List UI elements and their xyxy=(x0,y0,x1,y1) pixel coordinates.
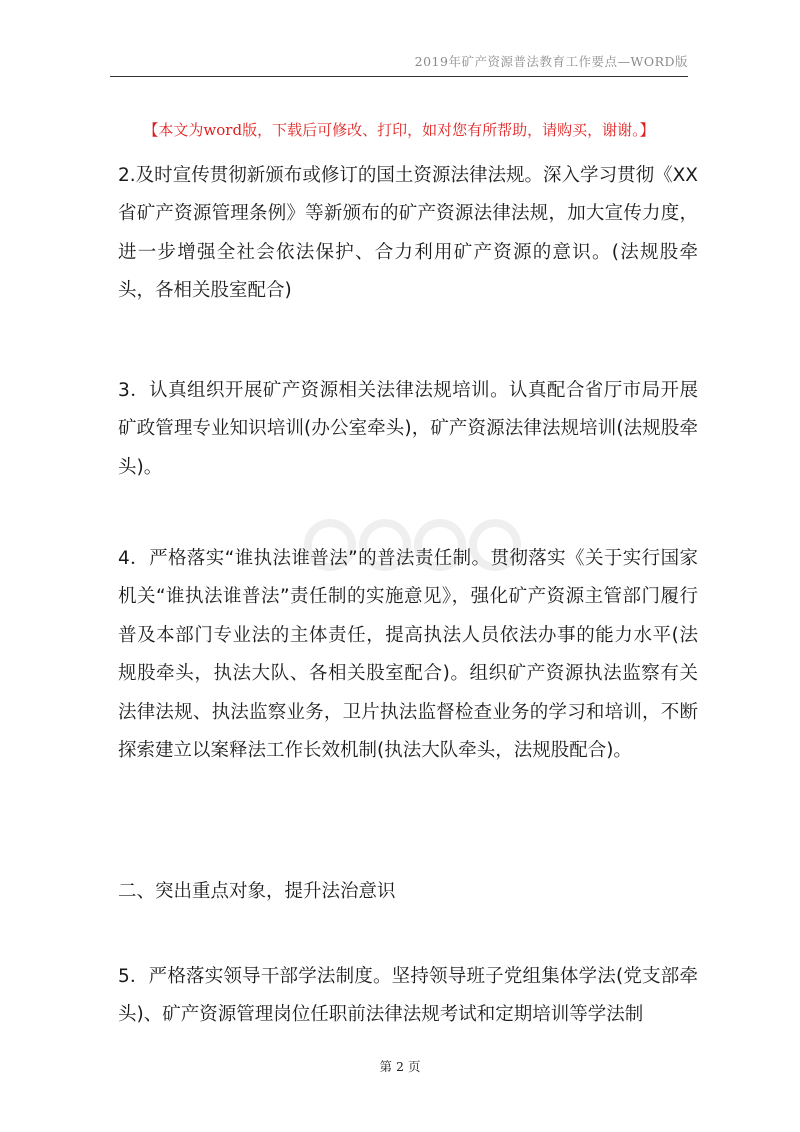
header-rule xyxy=(110,76,688,77)
section-heading: 二、突出重点对象，提升法治意识 xyxy=(118,881,396,902)
paragraph-2: 2.及时宣传贯彻新颁布或修订的国土资源法律法规。深入学习贯彻《XX 省矿产资源管理条例》等新颁布的矿产资源法律法规，加大宣传力度，进一步增强全社会依法保护、合力利用矿产资源的意识。(法规股牵头，各相关股室配合) xyxy=(118,165,698,302)
paragraph-5: 5．严格落实领导干部学法制度。坚持领导班子党组集体学法(党支部牵头)、矿产资源管理岗位任职前法律法规考试和定期培训等学法制 xyxy=(118,966,698,1026)
page-header: 2019年矿产资源普法教育工作要点—WORD版 xyxy=(414,54,688,69)
page-number: 第 2 页 xyxy=(379,1059,421,1074)
paragraph-3: 3．认真组织开展矿产资源相关法律法规培训。认真配合省厅市局开展矿政管理专业知识培训(办公室牵头)，矿产资源法律法规培训(法规股牵头)。 xyxy=(118,380,698,478)
paragraph-4: 4．严格落实“谁执法谁普法”的普法责任制。贯彻落实《关于实行国家机关“谁执法谁普法”责任制的实施意见》，强化矿产资源主管部门履行普及本部门专业法的主体责任，提高执法人员依法办事的能力水平(法规股牵头，执法大队、各相关股室配合)。组织矿产资源执法监察有关法律法规、执法监察业务，卫片执法监督检查业务的学习和培训，不断探索建立以案释法工作长效机制(执法大队牵头，法规股配合)。 xyxy=(118,548,698,762)
download-notice: 【本文为word版，下载后可修改、打印，如对您有所帮助，请购买，谢谢。】 xyxy=(143,121,655,139)
